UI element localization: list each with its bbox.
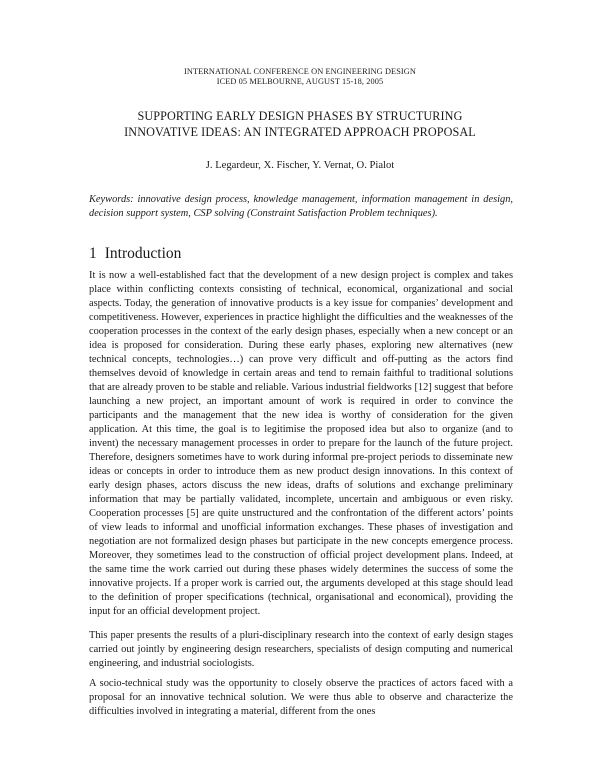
body-paragraph-3: A socio-technical study was the opportunity to closely observe the practices of actors faced with a proposal for an innovative technical solution. We were thus able to observe and characterize the difficulties involved in integrating a material, different from the ones xyxy=(89,678,513,717)
section-heading xyxy=(89,245,181,263)
body-paragraph-1: It is now a well-established fact that the development of a new design project is complex and takes place within conflicting contexts consisting of technical, economical, organizational and social aspects. Today, the generation of innovative products is a key issue for companies’ development and competitiveness. However, experiences in practice highlight the difficulties and the weaknesses of the cooperation processes in the context of the early design phases, especially when a new concept or an idea is proposed for consideration. During these early phases, exploring new alternatives (new technical concepts, technologies…) can prove very difficult and off-putting as the actors find themselves devoid of knowledge in certain areas and tend to remain faithful to traditional solutions that are already proven to be stable and reliable. Various industrial fieldworks [12] suggest that before launching a new project, an important amount of work is required in order to convince the participants and the management that the new idea is worthy of consideration for the given application. At this time, the goal is to legitimise the proposed idea but also to organize (and to invent) the necessary management processes in order to prepare for the launch of the future project. Therefore, designers sometimes have to work during informal pre-project periods to disseminate new ideas or concepts in order to introduce them as new product design innovations. In this context of early design phases, actors discuss the new ideas, drafts of solutions and exchange preliminary information that may be partially validated, incomplete, uncertain and ambiguous or even risky. Cooperation processes [5] are quite unstructured and the confrontation of the different actors’ points of view leads to informal and unofficial information exchanges. These phases of investigation and negotiation are not formalized design phases but participate in the new concepts emergence process. Moreover, they sometimes lead to the construction of official project development plans. Indeed, at the same time the work carried out during these phases widely determines the success of some the innovative projects. If a proper work is carried out, the arguments developed at this stage should lead to the definition of proper specifications (technical, organisational and economical), providing the input for an official development project. xyxy=(89,270,513,617)
section-number: 1 xyxy=(89,245,97,262)
paper-authors: J. Legardeur, X. Fischer, Y. Vernat, O. Pialot xyxy=(205,160,395,171)
conference-header xyxy=(0,67,600,87)
paper-title-line-2: INNOVATIVE IDEAS: AN INTEGRATED APPROACH PROPOSAL xyxy=(124,125,476,139)
conference-location-date: ICED 05 MELBOURNE, AUGUST 15-18, 2005 xyxy=(216,77,384,86)
conference-name: INTERNATIONAL CONFERENCE ON ENGINEERING DESIGN xyxy=(184,67,416,76)
keywords: Keywords: innovative design process, knowledge management, information management in design, decision support system, CSP solving (Constraint Satisfaction Problem techniques). xyxy=(89,194,513,219)
paper-title-line-1: SUPPORTING EARLY DESIGN PHASES BY STRUCTURING xyxy=(137,109,463,123)
body-paragraph-2: This paper presents the results of a pluri-disciplinary research into the context of early design stages carried out jointly by engineering design researchers, specialists of design computing and numerical engineering, and industrial sociologists. xyxy=(89,630,513,669)
section-title: Introduction xyxy=(104,245,182,262)
paper-title xyxy=(0,108,600,140)
